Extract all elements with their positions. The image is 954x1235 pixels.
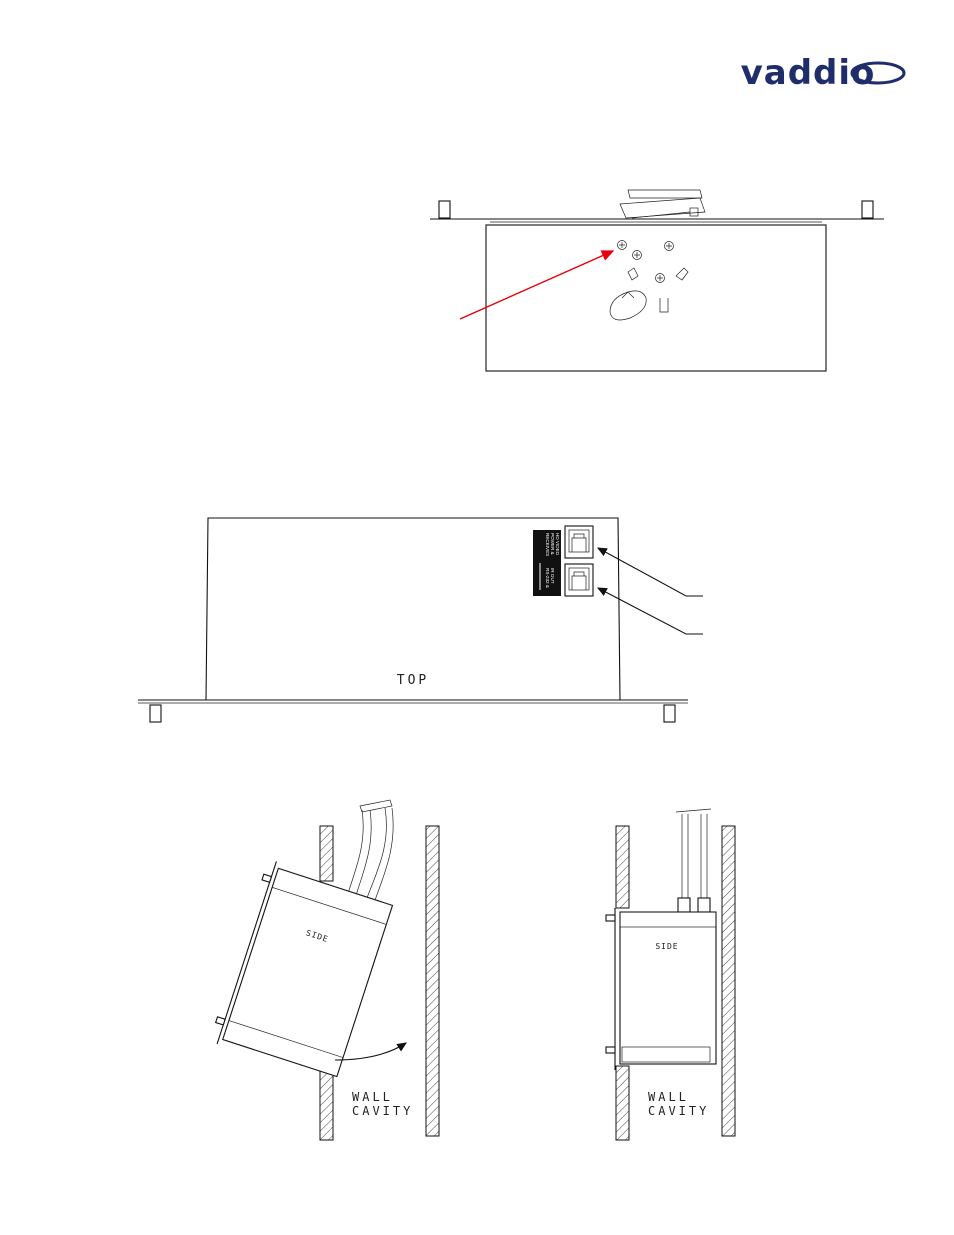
install-before — [209, 800, 439, 1140]
enclosure-mounted — [620, 912, 716, 1064]
jack-label-lower-1: RS-232 & — [545, 568, 550, 588]
rj45-jack-lower — [565, 564, 593, 596]
cable-clamp — [620, 190, 705, 218]
thumb-screw-right — [664, 705, 675, 722]
jack-label-lower-2: IR OUT — [550, 568, 555, 584]
install-after — [606, 809, 735, 1140]
wall-left-lower — [616, 1066, 629, 1140]
top-label: TOP — [396, 673, 430, 688]
thumb-screw-right — [862, 201, 873, 218]
svg-text:RECEIVES POWER & — [545, 533, 560, 558]
wall-right — [722, 826, 735, 1136]
thumb-screw-left — [439, 201, 450, 218]
front-plate-view — [430, 190, 884, 371]
thumb-screw-left — [150, 705, 161, 722]
wall-left-lower — [320, 1066, 333, 1140]
jack-label-upper-3: HD VIDEO — [555, 533, 560, 556]
logo-text: vaddio — [740, 53, 876, 93]
jack-label-upper-1: RECEIVES — [545, 533, 550, 557]
cavity-label: CAVITY — [352, 1104, 414, 1118]
wall-left-upper — [616, 826, 629, 908]
top-view — [138, 518, 703, 722]
wall-label: WALL — [352, 1090, 393, 1104]
wall-right — [426, 826, 439, 1136]
rj45-jack-upper — [565, 526, 593, 558]
side-label: SIDE — [655, 942, 679, 951]
cavity-label: CAVITY — [648, 1104, 710, 1118]
side-label: SIDE — [304, 928, 330, 945]
wall-left-upper — [320, 826, 333, 881]
vaddio-logo — [741, 53, 904, 93]
jack-label-upper-2: POWER & — [550, 533, 555, 555]
wall-label: WALL — [648, 1090, 689, 1104]
enclosure-body — [486, 225, 826, 371]
enclosure-tilted — [223, 868, 393, 1076]
